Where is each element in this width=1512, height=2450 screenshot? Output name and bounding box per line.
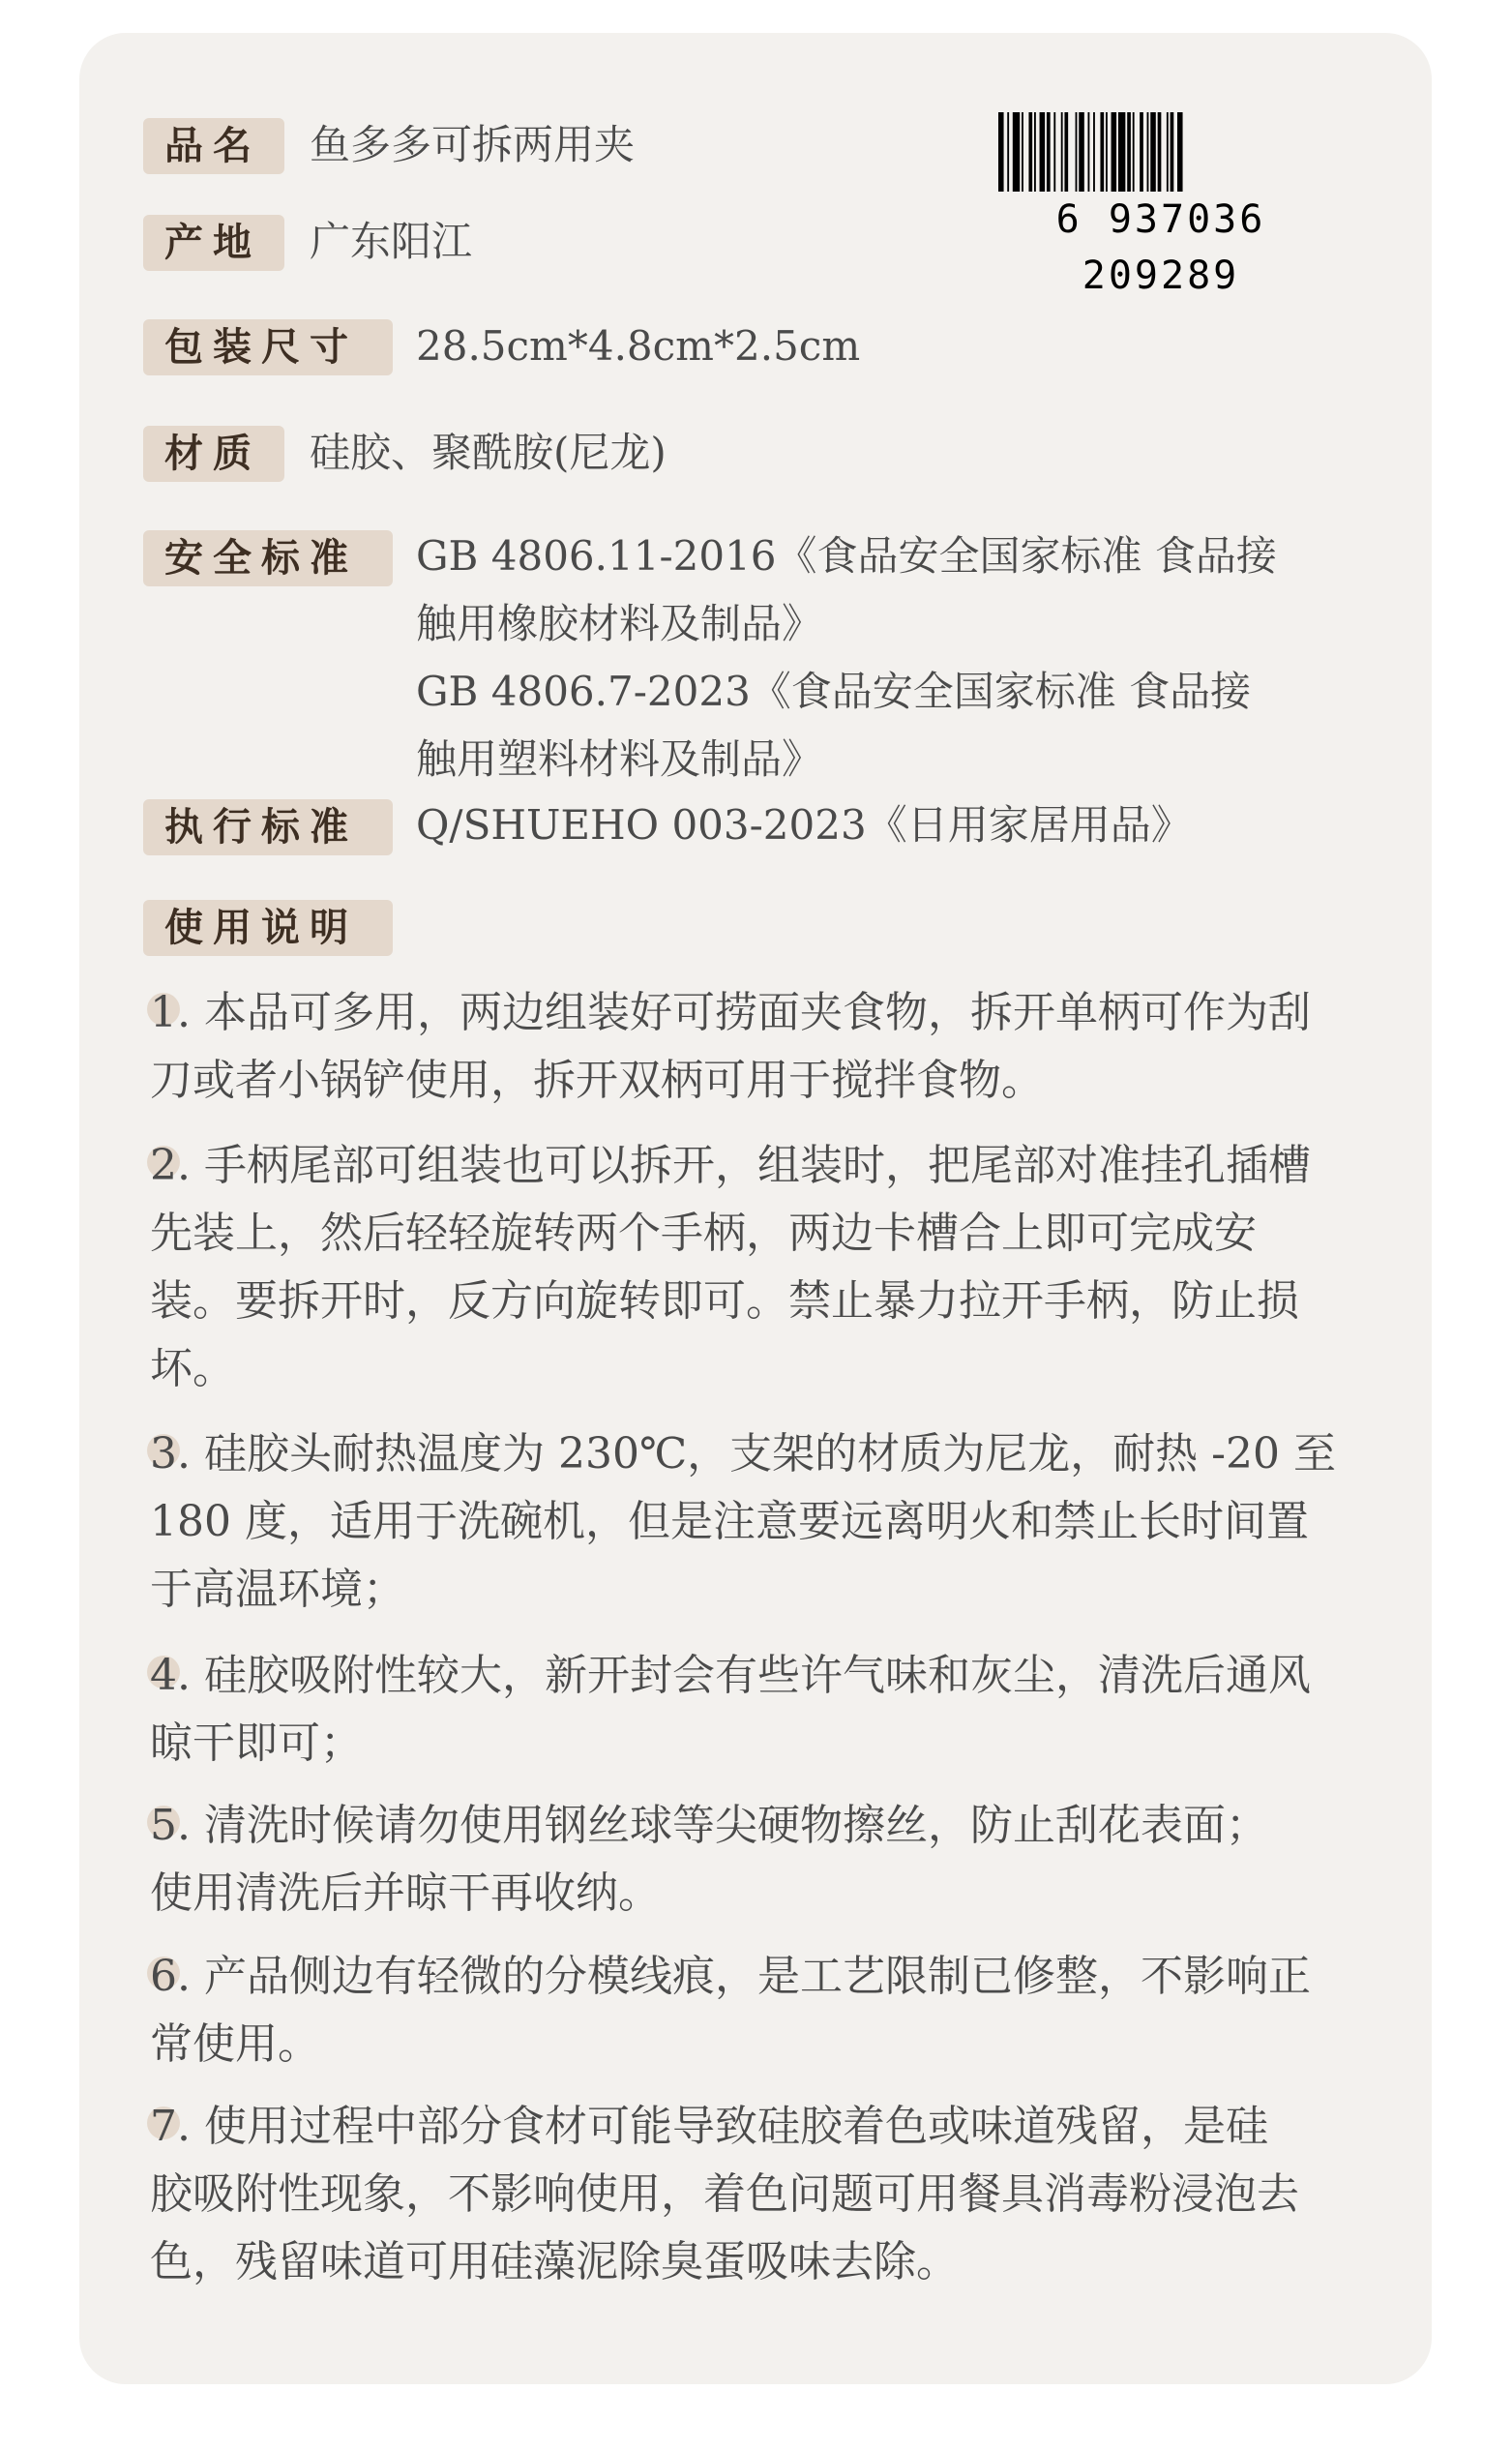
instruction-item-2 [150, 1132, 1379, 1403]
instruction-item-3 [150, 1420, 1379, 1624]
package-size-value: 28.5cm*4.8cm*2.5cm [416, 322, 861, 370]
instruction-line: . 清洗时候请勿使用钢丝球等尖硬物擦丝，防止刮花表面； [177, 1801, 1268, 1850]
instruction-item-7 [150, 2093, 1379, 2296]
barcode-number: 6 937036 209289 [967, 192, 1354, 248]
instruction-line: 常使用。 [150, 2019, 320, 2069]
instruction-line: 晾干即可； [150, 1718, 363, 1768]
exec-standard-value: Q/SHUEHO 003-2023《日用家居用品》 [416, 801, 1192, 849]
instruction-line: 坏。 [150, 1344, 235, 1393]
instruction-line: . 本品可多用，两边组装好可捞面夹食物，拆开单柄可作为刮 [177, 988, 1311, 1037]
origin-value: 广东阳江 [310, 218, 473, 265]
instruction-line: 180 度，适用于洗碗机，但是注意要远离明火和禁止长时间置 [150, 1497, 1309, 1546]
exec-standard-label: 执行标准 [143, 799, 393, 855]
instruction-line: 先装上，然后轻轻旋转两个手柄，两边卡槽合上即可完成安 [150, 1209, 1257, 1258]
instruction-line: . 使用过程中部分食材可能导致硅胶着色或味道残留，是硅 [177, 2102, 1268, 2151]
item-number: 7 [150, 2093, 177, 2161]
instruction-line: . 硅胶头耐热温度为 230℃，支架的材质为尼龙，耐热 -20 至 [177, 1429, 1336, 1479]
item-number: 5 [150, 1792, 177, 1860]
instruction-line: . 硅胶吸附性较大，新开封会有些许气味和灰尘，清洗后通风 [177, 1651, 1311, 1700]
instruction-line: 色，残留味道可用硅藻泥除臭蛋吸味去除。 [150, 2237, 959, 2286]
material-value: 硅胶、聚酰胺(尼龙) [310, 429, 667, 476]
instruction-item-5 [150, 1792, 1379, 1927]
safety-line: 触用橡胶材料及制品》 [416, 600, 823, 647]
instruction-line: 刀或者小锅铲使用，拆开双柄可用于搅拌食物。 [150, 1056, 1044, 1105]
instruction-item-4 [150, 1642, 1379, 1778]
package-size-label: 包装尺寸 [143, 319, 393, 375]
safety-line: GB 4806.11-2016《食品安全国家标准 食品接 [416, 532, 1277, 580]
safety-line: GB 4806.7-2023《食品安全国家标准 食品接 [416, 668, 1252, 715]
safety-line: 触用塑料材料及制品》 [416, 735, 823, 783]
safety-standard-value [416, 523, 1277, 793]
safety-standard-label: 安全标准 [143, 530, 393, 586]
instruction-line: . 产品侧边有轻微的分模线痕，是工艺限制已修整，不影响正 [177, 1952, 1311, 2001]
instruction-item-1 [150, 979, 1379, 1115]
item-number: 2 [150, 1132, 177, 1200]
item-number: 4 [150, 1642, 177, 1710]
name-value: 鱼多多可拆两用夹 [310, 121, 636, 168]
instruction-line: 胶吸附性现象，不影响使用，着色问题可用餐具消毒粉浸泡去 [150, 2169, 1299, 2219]
name-label: 品名 [143, 118, 284, 174]
instruction-item-6 [150, 1943, 1379, 2078]
item-number: 1 [150, 979, 177, 1047]
item-number: 6 [150, 1943, 177, 2011]
instruction-line: . 手柄尾部可组装也可以拆开，组装时，把尾部对准挂孔插槽 [177, 1141, 1311, 1190]
instruction-line: 使用清洗后并晾干再收纳。 [150, 1868, 661, 1918]
instruction-line: 装。要拆开时，反方向旋转即可。禁止暴力拉开手柄，防止损 [150, 1276, 1299, 1326]
origin-label: 产地 [143, 215, 284, 271]
material-label: 材质 [143, 426, 284, 482]
instructions-title: 使用说明 [143, 900, 393, 956]
item-number: 3 [150, 1420, 177, 1488]
instruction-line: 于高温环境； [150, 1565, 405, 1614]
